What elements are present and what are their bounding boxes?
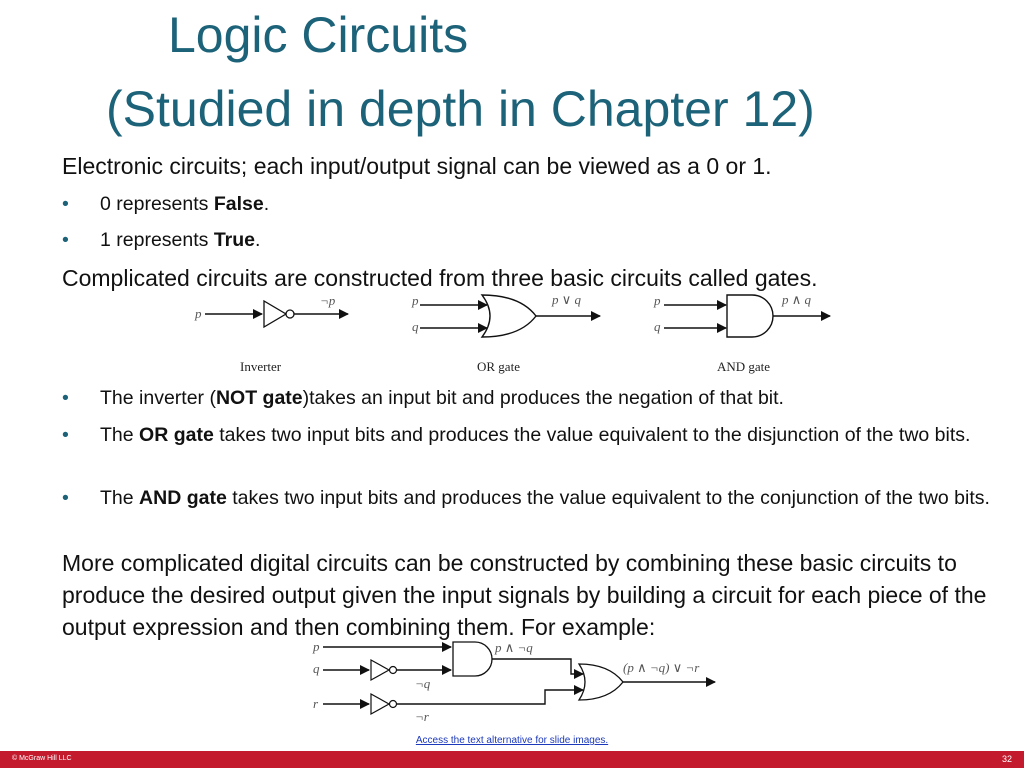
- inverter-bubble: [286, 310, 294, 318]
- and-gate-diagram: [653, 292, 830, 374]
- bullet-text: 1 represents True.: [100, 229, 261, 251]
- basic-gates-figure: [180, 288, 850, 378]
- bullet-dot: •: [62, 487, 69, 509]
- example-input-p-label: p: [313, 640, 320, 654]
- bullet-text: The inverter (NOT gate)takes an input bit and produces the negation of that bit.: [100, 387, 784, 409]
- bullet-and-gate: [62, 484, 1000, 512]
- bullet-text: The OR gate takes two input bits and produces the value equivalent to the disjunction of the two bits.: [100, 424, 971, 446]
- combined-circuits-text: More complicated digital circuits can be constructed by combining these basic circuits to produce the desired output given the input signals by building a circuit for each piece of the output expression and then combining them. For example:: [62, 550, 987, 640]
- and-to-or-wire: [492, 659, 583, 674]
- inverter-diagram: [194, 293, 348, 374]
- and-gate-symbol: [727, 295, 773, 337]
- not-r-bubble: [390, 701, 397, 708]
- not-r-gate-symbol: [371, 694, 389, 714]
- slide-title-line2: (Studied in depth in Chapter 12): [106, 81, 815, 137]
- or-gate-caption: OR gate: [477, 359, 520, 374]
- inverter-caption: Inverter: [240, 359, 282, 374]
- and-output-label: p ∧ ¬q: [495, 640, 533, 655]
- example-and-gate-symbol: [453, 642, 492, 676]
- or-input-p-label: p: [412, 293, 419, 308]
- not-q-label: ¬q: [415, 676, 431, 691]
- or-gate-symbol: [482, 295, 536, 337]
- example-input-q-label: q: [313, 661, 320, 676]
- final-output-label: (p ∧ ¬q) ∨ ¬r: [623, 660, 700, 675]
- copyright-text: © McGraw Hill LLC: [12, 755, 72, 762]
- bullet-not-gate: [62, 384, 1000, 412]
- intro-text: Electronic circuits; each input/output signal can be viewed as a 0 or 1.: [62, 153, 772, 179]
- and-input-p-label: p: [654, 293, 661, 308]
- inverter-output-label: ¬p: [320, 293, 336, 308]
- and-gate-caption: AND gate: [717, 359, 771, 374]
- bullet-dot: •: [62, 193, 69, 215]
- bullet-false: [62, 190, 1000, 218]
- not-r-label: ¬r: [415, 709, 429, 724]
- bullet-dot: •: [62, 387, 69, 409]
- not-q-gate-symbol: [371, 660, 389, 680]
- bullet-text: 0 represents False.: [100, 193, 270, 215]
- inverter-gate-symbol: [264, 301, 286, 327]
- page-number: 32: [1001, 754, 1012, 764]
- example-input-r-label: r: [313, 696, 319, 711]
- and-input-q-label: q: [654, 319, 661, 334]
- slide-title-line1: Logic Circuits: [168, 7, 469, 63]
- bullet-dot: •: [62, 229, 69, 251]
- bullet-text: The AND gate takes two input bits and produces the value equivalent to the conjunction of the two bits.: [100, 487, 990, 509]
- footer-bar: [0, 751, 1024, 768]
- gates-intro-text: Complicated circuits are constructed from three basic circuits called gates.: [62, 265, 818, 291]
- or-output-label: p ∨ q: [552, 292, 582, 307]
- inverter-input-label: p: [195, 306, 202, 321]
- or-gate-diagram: [411, 292, 600, 374]
- not-r-wire: [397, 690, 583, 704]
- not-q-bubble: [390, 667, 397, 674]
- text-alternative-link[interactable]: Access the text alternative for slide images.: [415, 735, 609, 746]
- bullet-true: [62, 226, 1000, 254]
- and-output-label: p ∧ q: [782, 292, 812, 307]
- bullet-or-gate: [62, 421, 1000, 449]
- or-input-q-label: q: [412, 319, 419, 334]
- bullet-dot: •: [62, 424, 69, 446]
- example-circuit-figure: [305, 640, 735, 725]
- example-or-gate-symbol: [579, 664, 623, 700]
